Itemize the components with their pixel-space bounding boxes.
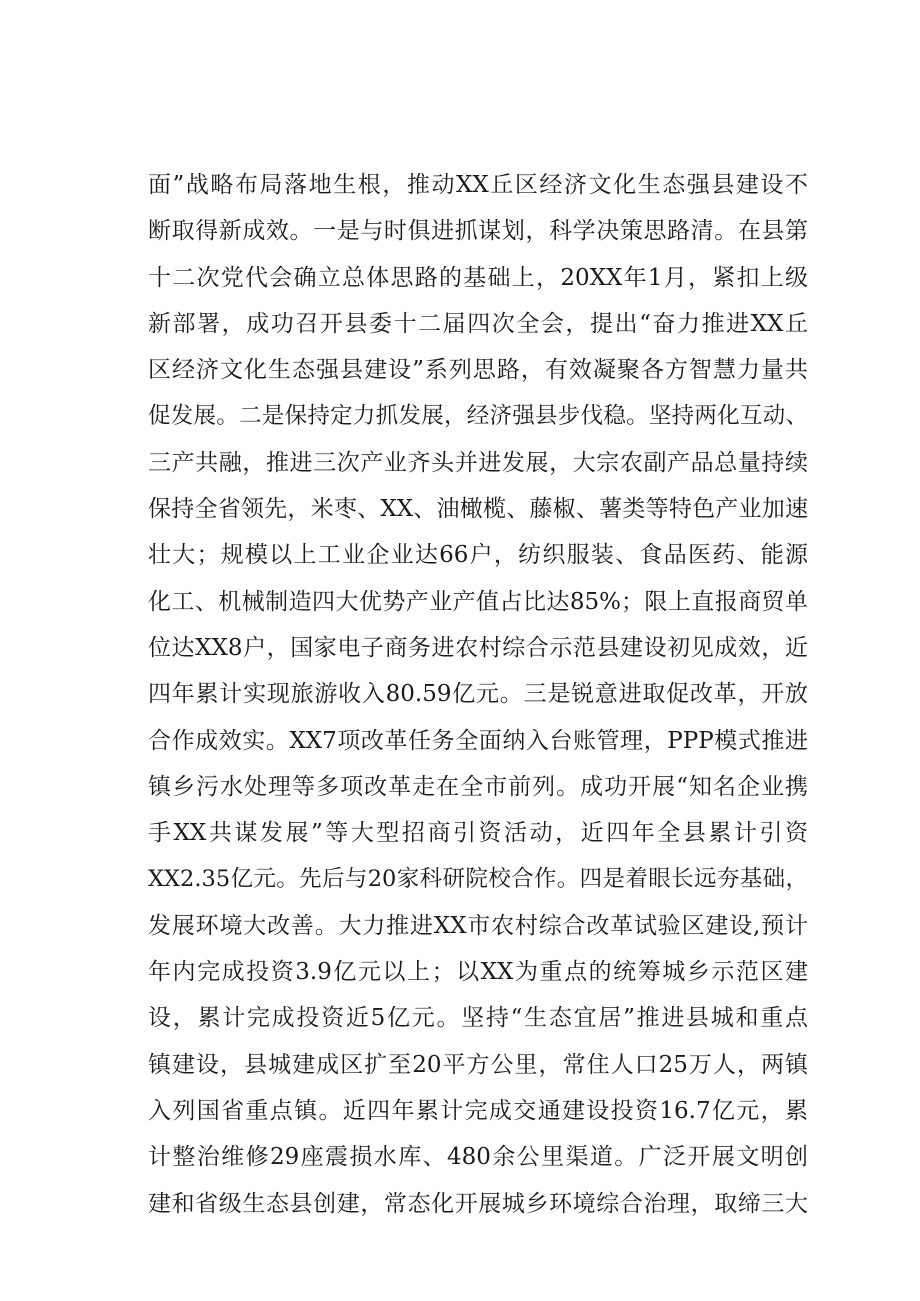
text-line: 新部署，成功召开县委十二届四次全会，提出“奋力推进XX丘 xyxy=(148,310,808,337)
text-line: 化工、机械制造四大优势产业产值占比达85%；限上直报商贸单 xyxy=(148,588,808,615)
text-line: 合作成效实。XX7项改革任务全面纳入台账管理，PPP模式推进 xyxy=(148,727,808,754)
text-line: 四年累计实现旅游收入80.59亿元。三是锐意进取促改革，开放 xyxy=(148,681,808,708)
text-line: 发展环境大改善。大力推进XX市农村综合改革试验区建设,预计 xyxy=(148,912,808,939)
text-line: 区经济文化生态强县建设”系列思路，有效凝聚各方智慧力量共 xyxy=(148,357,808,384)
text-line: 计整治维修29座震损水库、480余公里渠道。广泛开展文明创 xyxy=(148,1144,808,1171)
text-line: 设，累计完成投资近5亿元。坚持“生态宜居”推进县城和重点 xyxy=(148,1005,808,1032)
text-line: 面”战略布局落地生根，推动XX丘区经济文化生态强县建设不 xyxy=(148,172,808,198)
text-line: 镇建设，县城建成区扩至20平方公里，常住人口25万人，两镇 xyxy=(148,1051,808,1078)
text-line: 十二次党代会确立总体思路的基础上，20XX年1月，紧扣上级 xyxy=(148,264,808,291)
text-line: 壮大；规模以上工业企业达66户，纺织服装、食品医药、能源 xyxy=(148,542,808,569)
text-line: 断取得新成效。一是与时俱进抓谋划，科学决策思路清。在县第 xyxy=(148,218,808,245)
text-line: 三产共融，推进三次产业齐头并进发展，大宗农副产品总量持续 xyxy=(148,449,808,476)
text-line: 促发展。二是保持定力抓发展，经济强县步伐稳。坚持两化互动、 xyxy=(148,403,808,430)
body-text xyxy=(148,162,808,1227)
text-line: 年内完成投资3.9亿元以上；以XX为重点的统筹城乡示范区建 xyxy=(148,959,808,986)
text-line: 建和省级生态县创建，常态化开展城乡环境综合治理，取缔三大 xyxy=(148,1190,808,1217)
text-line: 保持全省领先，米枣、XX、油橄榄、藤椒、薯类等特色产业加速 xyxy=(148,496,808,523)
text-line: 入列国省重点镇。近四年累计完成交通建设投资16.7亿元，累 xyxy=(148,1097,808,1124)
text-line: 镇乡污水处理等多项改革走在全市前列。成功开展“知名企业携 xyxy=(148,773,808,800)
text-line: XX2.35亿元。先后与20家科研院校合作。四是着眼长远夯基础， xyxy=(148,866,808,893)
text-line: 手XX共谋发展”等大型招商引资活动，近四年全县累计引资 xyxy=(148,820,808,847)
text-line: 位达XX8户，国家电子商务进农村综合示范县建设初见成效，近 xyxy=(148,634,808,661)
